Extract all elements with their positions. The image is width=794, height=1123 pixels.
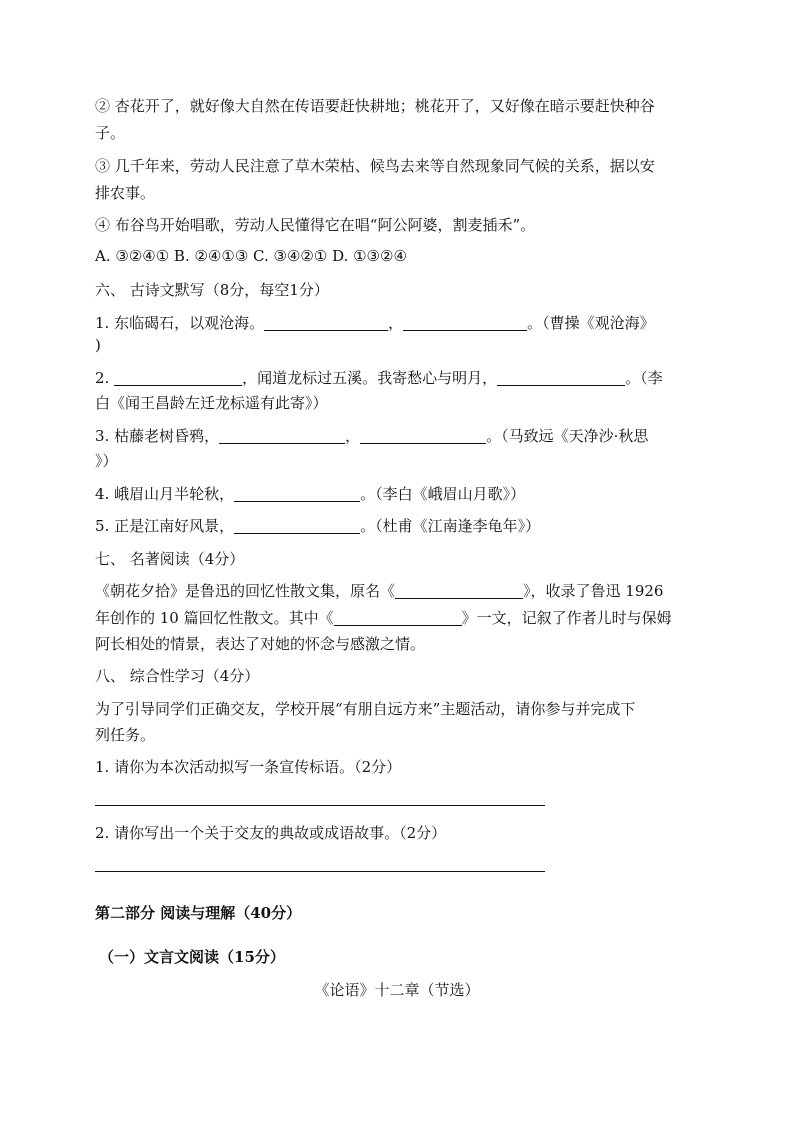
task2-answer-line[interactable] [95, 871, 545, 872]
order-options: A. ③②④① B. ②④①③ C. ③④②① D. ①③②④ [95, 247, 407, 265]
poem-q5-text: 5. 正是江南好风景， [95, 517, 235, 535]
answer-blank[interactable] [234, 533, 360, 534]
poem-q2 [95, 368, 663, 388]
poem-q4-text: 4. 峨眉山月半轮秋， [95, 485, 235, 503]
poem-q3-text: 3. 枯藤老树昏鸦， [95, 427, 220, 445]
answer-blank[interactable] [360, 443, 486, 444]
answer-blank[interactable] [497, 385, 625, 386]
poem-q3 [95, 426, 648, 446]
task2-prompt: 2. 请你写出一个关于交友的典故或成语故事。（2分） [95, 824, 447, 842]
section7-heading: 七、 名著阅读（4分） [95, 550, 245, 568]
classics-line3: 阿长相处的情景，表达了对她的怀念与感激之情。 [95, 635, 426, 653]
answer-blank[interactable] [403, 330, 527, 331]
classical-reading-heading: （一）文言文阅读（15分） [99, 948, 285, 966]
classics-line2-text: 年创作的 10 篇回忆性散文。其中《 [95, 609, 334, 627]
classics-line2 [95, 608, 672, 628]
poem-q1-text: 1. 东临碣石，以观沧海。 [95, 314, 265, 332]
classics-line1-text: 《朝花夕拾》是鲁迅的回忆性散文集，原名《 [95, 582, 396, 600]
order-item-3-line1: ③ 几千年来，劳动人民注意了草木荣枯、候鸟去来等自然现象同气候的关系，据以安 [95, 157, 655, 175]
reading-title: 《论语》十二章（节选） [314, 981, 480, 999]
poem-q2-source: 。（李 [625, 369, 663, 387]
classics-line1-end: 》，收录了鲁迅 1926 [523, 582, 664, 600]
poem-q1-tail: ) [95, 336, 101, 354]
part2-heading: 第二部分 阅读与理解（40分） [95, 904, 302, 922]
poem-q3-comma: ， [345, 427, 361, 445]
answer-blank[interactable] [395, 598, 523, 599]
activity-intro-line1: 为了引导同学们正确交友，学校开展“有朋自远方来”主题活动，请你参与并完成下 [95, 700, 636, 718]
poem-q3-tail: 》） [95, 452, 118, 470]
poem-q1 [95, 313, 655, 333]
answer-blank[interactable] [334, 625, 462, 626]
section8-heading: 八、 综合性学习（4分） [95, 667, 260, 685]
answer-blank[interactable] [234, 501, 360, 502]
order-item-2-line1: ② 杏花开了，就好像大自然在传语要赶快耕地；桃花开了，又好像在暗示要赶快种谷 [95, 97, 655, 115]
poem-q3-source: 。（马致远《天净沙·秋思 [486, 427, 649, 445]
poem-q2-number: 2. [95, 369, 115, 387]
poem-q5 [95, 516, 540, 536]
task1-answer-line[interactable] [95, 805, 545, 806]
order-item-3-line2: 排农事。 [95, 184, 156, 202]
poem-q1-comma: ， [388, 314, 404, 332]
poem-q2-tail: 白《闻王昌龄左迁龙标遥有此寄》） [95, 394, 328, 412]
answer-blank[interactable] [219, 443, 345, 444]
order-item-4: ④ 布谷鸟开始唱歌，劳动人民懂得它在唱“阿公阿婆，割麦插禾”。 [95, 216, 536, 234]
answer-blank[interactable] [264, 330, 388, 331]
poem-q2-text: ，闻道龙标过五溪。我寄愁心与明月， [242, 369, 498, 387]
classics-line2-end: 》一文，记叙了作者儿时与保姆 [461, 609, 672, 627]
order-item-2-line2: 子。 [95, 124, 126, 142]
poem-q4 [95, 484, 525, 504]
classics-line1 [95, 581, 663, 601]
section6-heading: 六、 古诗文默写（8分，每空1分） [95, 281, 329, 299]
task1-prompt: 1. 请你为本次活动拟写一条宣传标语。（2分） [95, 758, 402, 776]
poem-q4-source: 。（李白《峨眉山月歌》） [360, 485, 526, 503]
answer-blank[interactable] [114, 385, 242, 386]
activity-intro-line2: 列任务。 [95, 726, 156, 744]
poem-q1-source: 。（曹操《观沧海》 [527, 314, 655, 332]
poem-q5-source: 。（杜甫《江南逢李龟年》） [360, 517, 541, 535]
